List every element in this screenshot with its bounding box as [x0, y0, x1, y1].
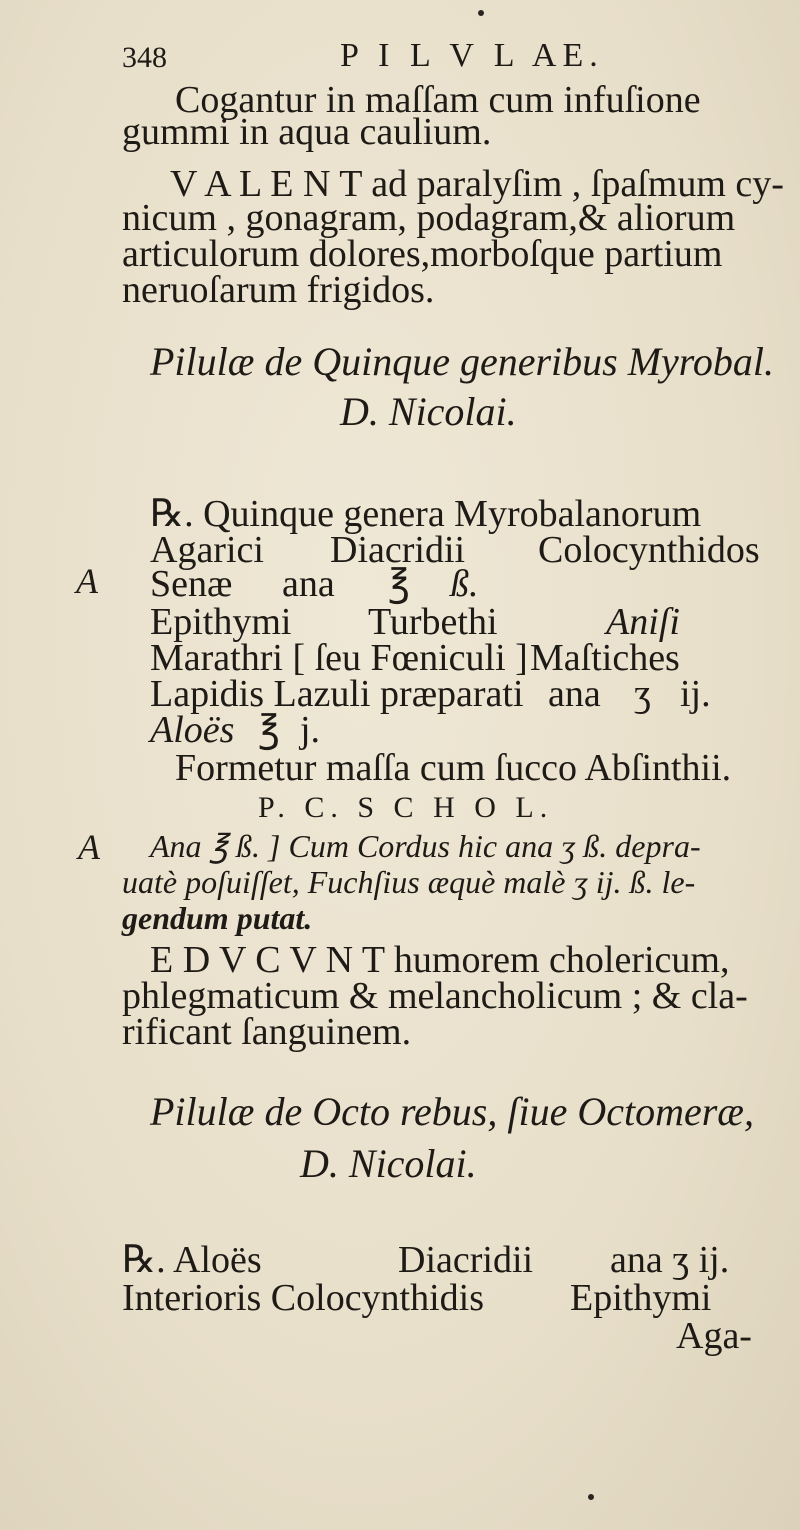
- ink-speck: [478, 10, 484, 16]
- text-line: rificant ſanguinem.: [122, 1011, 412, 1053]
- recipe-item: Epithymi: [570, 1277, 712, 1319]
- recipe-item: Diacridii: [330, 529, 466, 571]
- recipe-item: ana ʒ ij.: [610, 1239, 730, 1281]
- recipe-item: ℞. Aloës: [122, 1239, 262, 1281]
- recipe-line: Formetur maſſa cum ſucco Abſinthii.: [175, 747, 732, 789]
- recipe-item: Maſtiches: [530, 637, 680, 679]
- section-author: D. Nicolai.: [340, 389, 517, 434]
- recipe-item: Agarici: [150, 529, 264, 571]
- section-title: Pilulæ de Octo rebus, ſiue Octomeræ,: [150, 1089, 754, 1134]
- recipe-item: ana: [282, 563, 335, 605]
- recipe-item: Diacridii: [398, 1239, 534, 1281]
- text-line: gummi in aqua caulium.: [122, 111, 492, 153]
- recipe-item: Lapidis Lazuli præparati: [150, 673, 524, 715]
- schol-line: uatè poſuiſſet, Fuchſius æquè malè ʒ ij. ß. le-: [122, 864, 696, 900]
- text-line: V A L E N T ad paralyſim , ſpaſmum cy-: [170, 163, 784, 205]
- recipe-item: Senæ: [150, 563, 233, 605]
- recipe-item: ℥: [258, 709, 280, 751]
- recipe-item: ana: [548, 673, 601, 715]
- recipe-line: ℞. Quinque genera Myrobalanorum: [150, 493, 702, 535]
- recipe-item: Marathri [ ſeu Fœniculi ]: [150, 637, 528, 679]
- margin-note: A: [78, 827, 100, 867]
- recipe-item: ℥: [388, 563, 410, 605]
- recipe-item: j.: [300, 709, 321, 751]
- text-line: Cogantur in maſſam cum infuſione: [175, 79, 701, 121]
- section-title: Pilulæ de Quinque generibus Myrobal.: [150, 339, 774, 384]
- margin-note: A: [76, 561, 98, 601]
- schol-heading: P. C. S C H O L.: [258, 791, 554, 824]
- recipe-item: Epithymi: [150, 601, 292, 643]
- catchword: Aga-: [676, 1315, 752, 1357]
- recipe-item: Interioris Colocynthidis: [122, 1277, 485, 1319]
- recipe-item: Aloës: [150, 709, 235, 751]
- recipe-item: ß.: [450, 563, 479, 605]
- recipe-item: Aniſi: [606, 601, 680, 643]
- recipe-item: ij.: [680, 673, 711, 715]
- recipe-item: Colocynthidos: [538, 529, 760, 571]
- text-line: phlegmaticum & melancholicum ; & cla-: [122, 975, 748, 1017]
- ink-speck: [588, 1494, 594, 1500]
- text-line: articulorum dolores,morboſque partium: [122, 233, 723, 275]
- text-line: neruoſarum frigidos.: [122, 269, 435, 311]
- text-line: E D V C V N T humorem cholericum,: [150, 939, 730, 981]
- recipe-item: Turbethi: [368, 601, 498, 643]
- section-author: D. Nicolai.: [300, 1141, 477, 1186]
- schol-line: gendum putat.: [122, 900, 313, 936]
- running-title: P I L V L AE.: [340, 37, 604, 74]
- recipe-item: ʒ: [634, 673, 651, 715]
- text-line: nicum , gonagram, podagram,& aliorum: [122, 197, 736, 239]
- page-number: 348: [122, 41, 167, 74]
- schol-line: Ana ℥ ß. ] Cum Cordus hic ana ʒ ß. depra-: [150, 828, 701, 864]
